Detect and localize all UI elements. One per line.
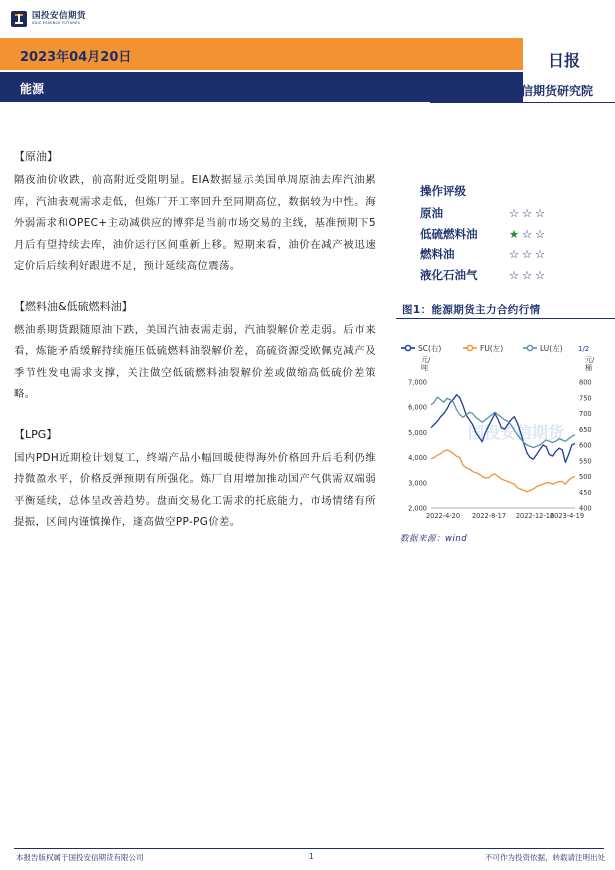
y-left-tick-label: 7,000 <box>408 378 427 387</box>
star-empty-icon: ☆ <box>534 226 546 241</box>
legend-marker-3 <box>527 345 532 350</box>
footer-divider <box>14 848 604 849</box>
star-empty-icon: ☆ <box>508 247 520 262</box>
star-rating-icon <box>508 248 547 260</box>
section-title-crude: 【原油】 <box>14 150 58 163</box>
section-title-fuel-oil: 【燃料油&低硫燃料油】 <box>14 299 133 313</box>
legend-marker-2 <box>467 345 472 350</box>
x-tick-label: 2022-4-20 <box>425 512 461 520</box>
rating-label: 原油 <box>420 206 443 221</box>
star-empty-icon: ☆ <box>508 267 520 282</box>
y-right-tick-label: 700 <box>579 410 592 418</box>
y-right-tick-label: 400 <box>579 504 592 513</box>
legend-marker-1 <box>405 345 410 350</box>
y-left-tick-label: 2,000 <box>408 504 427 513</box>
y-right-tick-label: 750 <box>579 394 592 403</box>
legend-label-2: FU(左) <box>480 344 504 353</box>
star-filled-icon: ★ <box>508 226 520 241</box>
footer-copyright: 本报告版权属于国投安信期货有限公司 <box>16 853 144 862</box>
y-left-tick-label: 3,000 <box>408 479 427 488</box>
star-rating-icon <box>508 228 547 240</box>
rating-label: 低硫燃料油 <box>420 226 478 241</box>
star-empty-icon: ☆ <box>521 267 533 282</box>
rating-row-fuel-oil <box>420 244 560 265</box>
x-tick-label: 2022-8-17 <box>471 512 507 520</box>
star-empty-icon: ☆ <box>521 206 533 221</box>
star-rating-icon <box>508 269 547 281</box>
logo-name-en: SDIC ESSENCE FUTURES <box>32 21 81 26</box>
y-left-unit-line2: 吨 <box>421 364 428 372</box>
chart-watermark: 国投安信期货 <box>468 423 565 442</box>
y-right-tick-label: 450 <box>579 488 592 497</box>
report-date: 2023年04月20日 <box>20 50 132 65</box>
rating-row-lpg <box>420 265 560 286</box>
y-right-unit-line2: 桶 <box>585 364 592 372</box>
figure-source: 数据来源：wind <box>400 534 468 544</box>
rating-label: 液化石油气 <box>420 267 478 282</box>
y-right-tick-label: 600 <box>579 441 592 450</box>
y-right-tick-label: 650 <box>579 425 592 434</box>
x-tick-label: 2023-4-19 <box>549 512 585 520</box>
rating-row-lsfo <box>420 224 560 245</box>
rating-row-crude <box>420 203 560 224</box>
logo-icon <box>10 10 28 28</box>
sector-band <box>0 72 523 102</box>
rating-header: 操作评级 <box>420 184 466 198</box>
section-body-crude: 隔夜油价收跌，前高附近受阻明显。EIA数据显示美国单周原油去库汽油累库，汽油表观需求走低，但炼厂开工率回升至同期高位，数据较为中性。海外弱需求和OPEC+主动减供应的博弈是当前市场交易的主线，基准预期下5月后有望持续去库，油价运行区间重新上移。短期来看，油价在减产被迅速定价后后续利好跟进不足，预计延续高位震荡。 <box>14 174 376 272</box>
section-title-lpg: 【LPG】 <box>14 427 58 441</box>
y-left-tick-label: 6,000 <box>408 403 427 412</box>
section-body-lpg: 国内PDH近期检计划复工，终端产品小幅回暖使得海外价格回升后毛利仍维持微盈水平，价格反弹预期有所强化。炼厂自用增加推动国产气供需双端弱平衡延续，总体呈改善趋势。盘面交易化工需求的托底能力，市场情绪有所提振，区间内谨慎操作，逢高做空PP-PG价差。 <box>14 451 376 528</box>
y-right-tick-label: 500 <box>579 473 592 481</box>
star-empty-icon: ☆ <box>521 226 533 241</box>
y-left-unit: 元/ <box>421 356 431 364</box>
star-empty-icon: ☆ <box>521 247 533 262</box>
report-sector: 能源 <box>20 82 45 96</box>
commentary-column <box>14 150 376 556</box>
y-right-unit: 元/ <box>585 356 595 364</box>
y-left-tick-label: 5,000 <box>408 428 427 437</box>
figure-divider <box>396 318 615 319</box>
section-body-fuel-oil: 燃油系期货跟随原油下跌，美国汽油表需走弱，汽油裂解价差走弱。后市来看，炼能矛盾缓解持续施压低硫燃料油裂解价差，高硫资源受欧佩克减产及季节性发电需求支撑，关注做空低硫燃料油裂解价差或做缩高低硫价差策略。 <box>14 323 376 400</box>
series-line-2 <box>431 450 575 492</box>
report-type: 日报 <box>548 51 581 70</box>
y-left-tick-label: 4,000 <box>408 454 427 463</box>
rating-label: 燃料油 <box>420 247 455 262</box>
operation-rating <box>420 183 560 285</box>
star-empty-icon: ☆ <box>534 267 546 282</box>
star-empty-icon: ☆ <box>534 247 546 262</box>
footer-disclaimer: 不可作为投资依据，转载请注明出处 <box>485 853 605 862</box>
figure-title: 图1：能源期货主力合约行情 <box>402 304 541 316</box>
y-right-tick-label: 800 <box>579 378 592 387</box>
header-divider <box>430 102 615 103</box>
legend-page-indicator: 1/2 <box>578 345 590 353</box>
legend-label-3: LU(左) <box>540 344 563 353</box>
x-tick-label: 2022-12-16 <box>515 512 555 520</box>
company-logo <box>10 8 86 30</box>
page-number: 1 <box>309 852 314 861</box>
star-empty-icon: ☆ <box>534 206 546 221</box>
legend-label-1: SC(右) <box>418 344 442 353</box>
y-right-tick-label: 550 <box>579 457 592 466</box>
logo-name-cn: 国投安信期货 <box>32 10 87 21</box>
star-rating-icon <box>508 207 547 219</box>
star-empty-icon: ☆ <box>508 206 520 221</box>
energy-futures-chart <box>393 338 603 526</box>
research-institute: 国投安信期货研究院 <box>484 84 593 98</box>
